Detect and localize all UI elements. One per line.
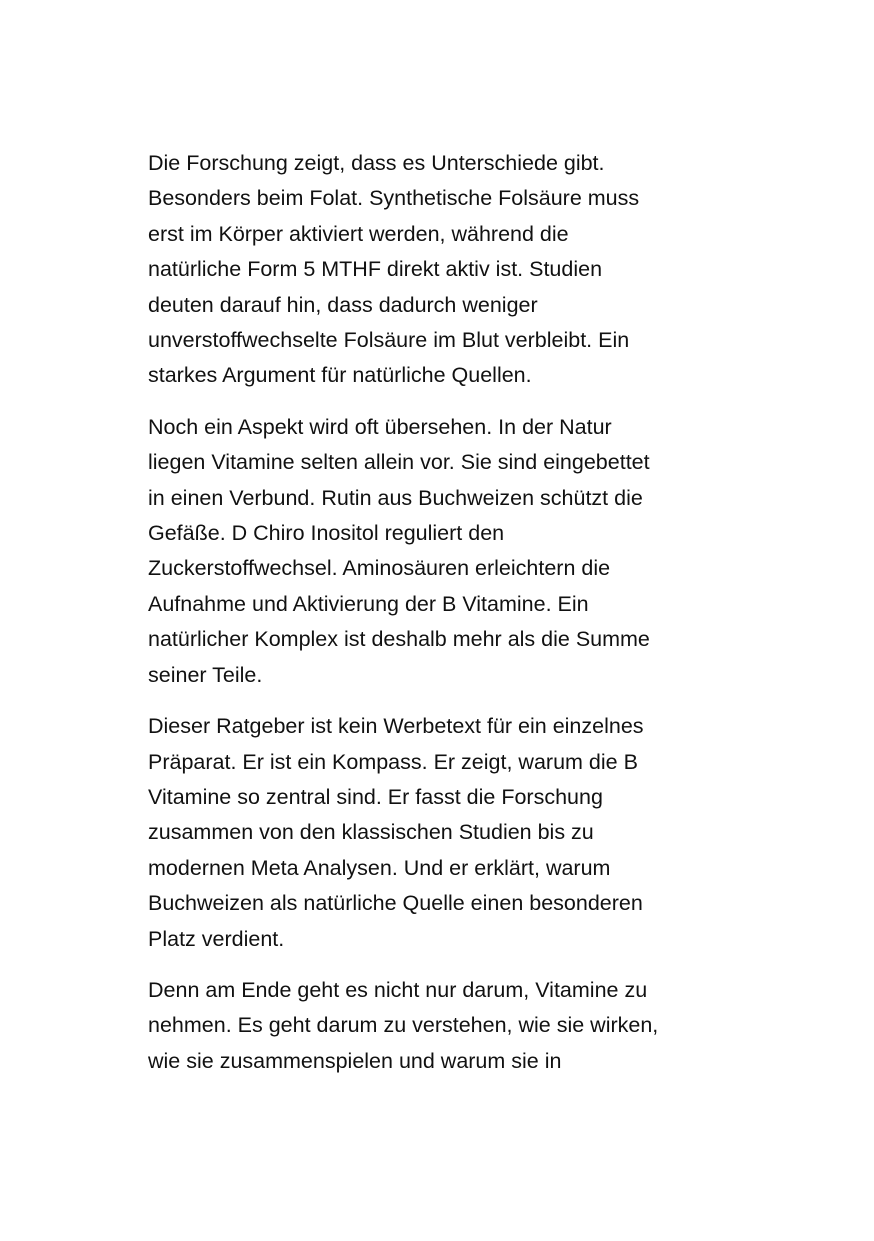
text-line: Denn am Ende geht es nicht nur darum, Vitamine zu [148,977,648,1002]
text-line: unverstoffwechselte Folsäure im Blut verbleibt. Ein [148,328,630,353]
text-line: Noch ein Aspekt wird oft übersehen. In der Natur [148,414,612,439]
text-line: in einen Verbund. Rutin aus Buchweizen schützt die [148,485,643,510]
text-line: Buchweizen als natürliche Quelle einen besonderen [148,891,643,916]
text-line: Platz verdient. [148,926,285,951]
text-line: erst im Körper aktiviert werden, während die [148,221,569,246]
text-line: zusammen von den klassischen Studien bis zu [148,820,594,845]
text-line: Zuckerstoffwechsel. Aminosäuren erleichtern die [148,556,611,581]
text-line: Präparat. Er ist ein Kompass. Er zeigt, warum die B [148,749,638,774]
text-line: Dieser Ratgeber ist kein Werbetext für ein einzelnes [148,714,644,739]
paragraph-folate-research [148,146,738,394]
paragraph-natural-compound [148,410,738,693]
text-line: starkes Argument für natürliche Quellen. [148,363,532,388]
text-line: natürlicher Komplex ist deshalb mehr als die Summe [148,627,650,652]
text-line: wie sie zusammenspielen und warum sie in [148,1048,562,1073]
text-line: Aufnahme und Aktivierung der B Vitamine. Ein [148,591,589,616]
text-line: Vitamine so zentral sind. Er fasst die Forschung [148,784,603,809]
text-line: Die Forschung zeigt, dass es Unterschiede gibt. [148,151,605,175]
text-line: Gefäße. D Chiro Inositol reguliert den [148,521,505,546]
body-text [148,146,738,1095]
text-line: modernen Meta Analysen. Und er erklärt, warum [148,855,611,880]
text-line: seiner Teile. [148,662,263,687]
text-line: deuten darauf hin, dass dadurch weniger [148,292,538,317]
text-line: nehmen. Es geht darum zu verstehen, wie sie wirken, [148,1013,659,1038]
paragraph-guide-purpose [148,709,738,957]
text-line: natürliche Form 5 MTHF direkt aktiv ist. Studien [148,257,603,282]
paragraph-conclusion [148,973,738,1079]
text-line: Besonders beim Folat. Synthetische Folsäure muss [148,186,640,211]
text-line: liegen Vitamine selten allein vor. Sie sind eingebettet [148,450,650,475]
